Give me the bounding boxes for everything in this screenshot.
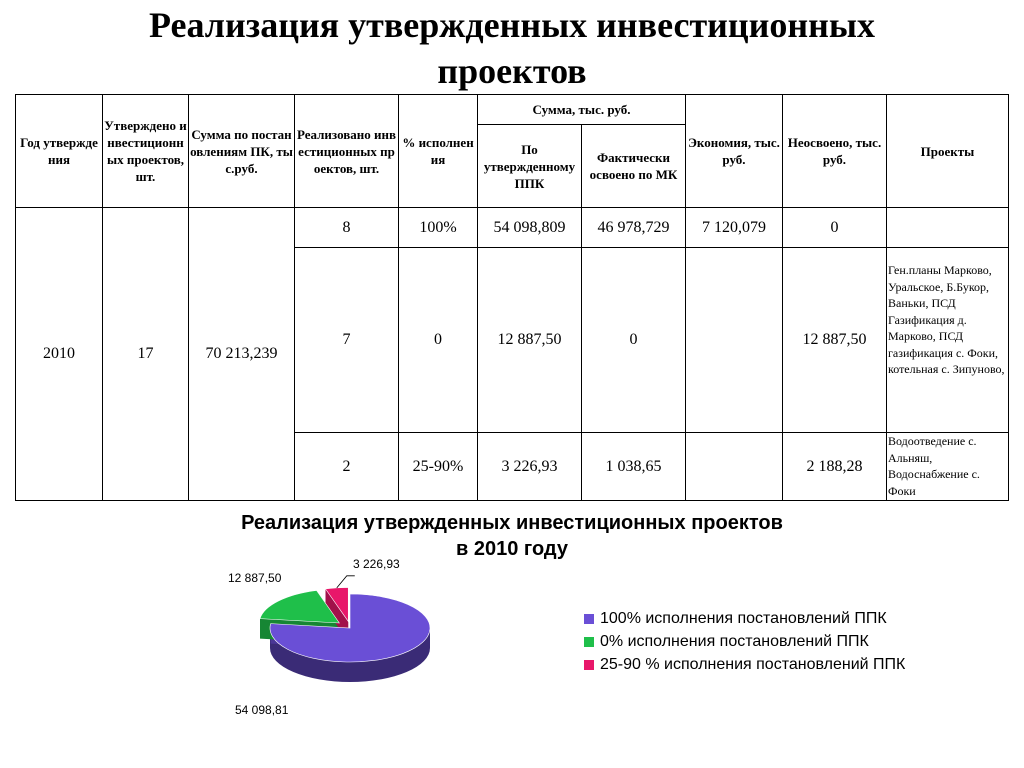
header-projects: Проекты <box>887 95 1009 208</box>
header-approved: Утверждено инвестиционных проектов, шт. <box>103 95 189 208</box>
cell-projects: Ген.планы Марково, Уральское, Б.Букор, Ваньки, ПСД Газификация д. Марково, ПСД газификация с. Фоки, котельная с. Зипуново, <box>887 248 1009 433</box>
header-percent: % исполнения <box>399 95 478 208</box>
data-label-purple: 54 098,81 <box>235 703 289 717</box>
cell-economy: 7 120,079 <box>686 208 783 248</box>
data-label-green: 12 887,50 <box>228 571 282 585</box>
data-label-pink: 3 226,93 <box>353 557 400 571</box>
cell-by-ppk: 54 098,809 <box>478 208 582 248</box>
header-by-ppk: По утвержденному ППК <box>478 125 582 208</box>
cell-implemented: 2 <box>295 433 399 501</box>
header-economy: Экономия, тыс. руб. <box>686 95 783 208</box>
header-unspent: Неосвоено, тыс. руб. <box>783 95 887 208</box>
chart-legend <box>584 607 905 676</box>
legend-swatch <box>584 660 594 670</box>
header-year: Год утверждения <box>16 95 103 208</box>
legend-item <box>584 630 905 653</box>
cell-percent: 100% <box>399 208 478 248</box>
leader-line <box>337 576 355 588</box>
chart-title-line1: Реализация утвержденных инвестиционных проектов <box>241 512 783 534</box>
cell-percent: 25-90% <box>399 433 478 501</box>
slide-title-line1: Реализация утвержденных инвестиционных <box>148 5 875 45</box>
cell-unspent: 12 887,50 <box>783 248 887 433</box>
cell-year: 2010 <box>16 208 103 501</box>
header-implemented: Реализовано инвестиционных проектов, шт. <box>295 95 399 208</box>
legend-swatch <box>584 637 594 647</box>
cell-unspent: 2 188,28 <box>783 433 887 501</box>
cell-actual: 0 <box>582 248 686 433</box>
cell-by-ppk: 3 226,93 <box>478 433 582 501</box>
cell-percent: 0 <box>399 248 478 433</box>
header-actual: Фактически освоено по МК <box>582 125 686 208</box>
legend-label: 100% исполнения постановлений ППК <box>600 610 887 627</box>
cell-total-sum: 70 213,239 <box>189 208 295 501</box>
cell-implemented: 8 <box>295 208 399 248</box>
cell-approved-count: 17 <box>103 208 189 501</box>
legend-label: 25-90 % исполнения постановлений ППК <box>600 656 906 673</box>
cell-projects: Водоотведение с. Альняш, Водоснабжение с. Фоки <box>887 433 1009 501</box>
legend-label: 0% исполнения постановлений ППК <box>600 633 869 650</box>
cell-actual: 46 978,729 <box>582 208 686 248</box>
legend-item <box>584 607 905 630</box>
slide-title-line2: проектов <box>437 51 587 91</box>
cell-by-ppk: 12 887,50 <box>478 248 582 433</box>
cell-unspent: 0 <box>783 208 887 248</box>
cell-implemented: 7 <box>295 248 399 433</box>
cell-actual: 1 038,65 <box>582 433 686 501</box>
legend-item <box>584 653 905 676</box>
legend-swatch <box>584 614 594 624</box>
chart-title-line2: в 2010 году <box>456 538 568 560</box>
header-sum: Сумма по постановлениям ПК, тыс.руб. <box>189 95 295 208</box>
header-sum-group: Сумма, тыс. руб. <box>478 95 686 125</box>
